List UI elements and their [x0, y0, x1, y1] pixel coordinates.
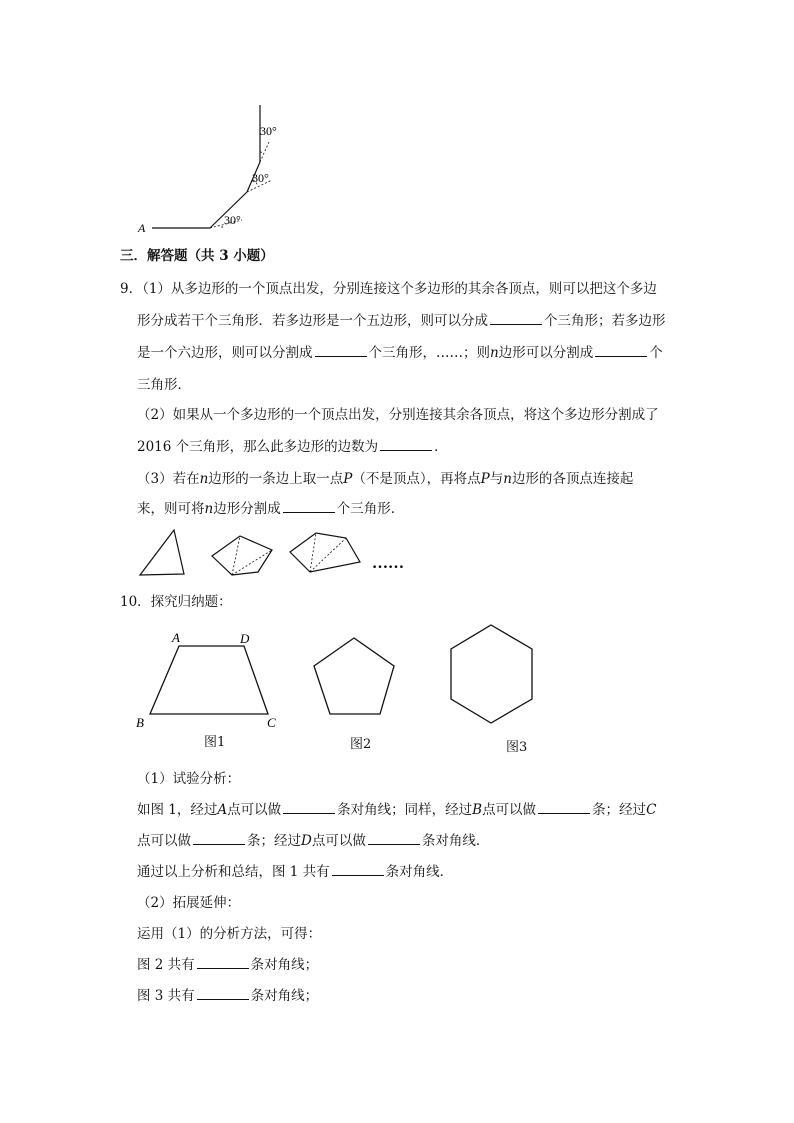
q9-part3-line-1 — [137, 470, 633, 488]
q9-text: 个 — [649, 345, 663, 361]
q10-text: 条；经过 — [247, 833, 301, 849]
q10-text: 条对角线； — [250, 957, 319, 973]
q9-part2-line-2 — [137, 438, 448, 456]
answer-blank[interactable] — [332, 863, 384, 876]
answer-blank[interactable] — [315, 344, 367, 357]
q9-text: 边形的各顶点连接起 — [511, 471, 634, 487]
q10-text: 条对角线； — [250, 988, 319, 1004]
q9-line-4: 三角形． — [137, 377, 191, 393]
var-D: D — [301, 833, 312, 849]
figure-1-trapezoid — [130, 628, 290, 748]
q10-text: 点可以做 — [227, 802, 282, 818]
answer-blank[interactable] — [490, 312, 542, 325]
var-P: P — [480, 471, 490, 487]
figure-3-caption: 图3 — [506, 740, 528, 755]
q10-title: 10．探究归纳题： — [120, 594, 232, 610]
var-n: n — [503, 471, 512, 487]
q10-part1-title: （1）试验分析： — [137, 771, 241, 787]
q9-text: 个三角形． — [336, 501, 405, 517]
q9-text: 来，则可将 — [137, 501, 205, 517]
q9-text: 边形的一条边上取一点 — [208, 471, 344, 487]
var-C: C — [646, 802, 657, 818]
q9-text: （3）若在 — [137, 471, 200, 487]
q10-part2-title: （2）拓展延伸： — [137, 895, 241, 911]
vertex-B-label: B — [136, 715, 144, 730]
q9-text: ． — [434, 439, 448, 455]
vertex-C-label: C — [267, 715, 276, 730]
figure-3-hexagon — [440, 618, 550, 738]
q9-text: 边形可以分割成 — [498, 345, 594, 361]
answer-blank[interactable] — [197, 987, 249, 1000]
answer-blank[interactable] — [368, 832, 420, 845]
answer-blank[interactable] — [193, 832, 245, 845]
q9-line-2 — [137, 312, 666, 330]
figure-2-pentagon — [305, 628, 405, 728]
q10-part1-line-2 — [137, 832, 489, 850]
q10-text: 点可以做 — [311, 833, 366, 849]
q9-text: 形分成若干个三角形．若多边形是一个五边形，则可以分成 — [137, 313, 488, 329]
angle-figure — [130, 100, 290, 235]
q9-text: 与 — [489, 471, 504, 487]
vertex-A-label: A — [172, 630, 180, 645]
q10-text: 条对角线． — [421, 833, 490, 849]
q9-text: （1）从多边形的一个顶点出发，分别连接这个多边形的其余各顶点，则可以把这个多边 — [142, 281, 657, 297]
q10-text: 条对角线． — [385, 864, 454, 880]
angle-label-2: 30° — [252, 171, 269, 185]
figure-2-caption: 图2 — [350, 737, 372, 752]
q10-part2-line-3 — [137, 987, 318, 1005]
q10-text: 条对角线；同样，经过 — [337, 802, 473, 818]
q9-part3-line-2 — [137, 500, 404, 518]
q10-text: 通过以上分析和总结，图 1 共有 — [137, 864, 330, 880]
answer-blank[interactable] — [283, 500, 335, 513]
q9-text: 2016 个三角形，那么此多边形的边数为 — [137, 439, 379, 455]
var-B: B — [472, 802, 483, 818]
q10-part1-line-1 — [137, 801, 656, 819]
q10-part2-line-2 — [137, 956, 318, 974]
q10-text: 图 3 共有 — [137, 988, 195, 1004]
ellipsis-text: …… — [372, 555, 404, 572]
q10-part1-line-3 — [137, 863, 453, 881]
var-n: n — [490, 345, 499, 361]
q9-text: 边形分割成 — [213, 501, 281, 517]
answer-blank[interactable] — [538, 801, 590, 814]
q9-text: 是一个六边形，则可以分割成 — [137, 345, 313, 361]
q9-text: 个三角形；若多边形 — [544, 313, 666, 329]
q9-part2-line-1: （2）如果从一个多边形的一个顶点出发，分别连接其余各顶点，将这个多边形分割成了 — [137, 407, 659, 423]
angle-label-3: 30° — [224, 213, 241, 227]
polygon-division-figures — [132, 528, 422, 580]
q10-text: 图 2 共有 — [137, 957, 195, 973]
q10-part2-line-1: 运用（1）的分析方法，可得： — [137, 926, 322, 942]
figure-1-caption: 图1 — [204, 735, 226, 750]
vertex-D-label: D — [240, 631, 250, 646]
answer-blank[interactable] — [380, 438, 432, 451]
var-A: A — [217, 802, 228, 818]
var-n: n — [199, 471, 209, 487]
q10-text: 点可以做 — [482, 802, 537, 818]
q10-text: 条；经过 — [592, 802, 647, 818]
answer-blank[interactable] — [283, 801, 335, 814]
q9-text: （不是顶点），再将点 — [352, 471, 481, 487]
answer-blank[interactable] — [595, 344, 647, 357]
var-P: P — [343, 471, 353, 487]
angle-label-1: 30° — [260, 124, 277, 138]
q10-text: 如图 1，经过 — [137, 802, 218, 818]
point-A-label: A — [138, 221, 146, 235]
q9-number: 9． — [120, 281, 143, 297]
q9-line-3 — [137, 344, 663, 362]
q10-text: 点可以做 — [137, 833, 191, 849]
answer-blank[interactable] — [197, 956, 249, 969]
q9-line-1 — [120, 280, 657, 298]
var-n: n — [204, 501, 214, 517]
section-title: 三．解答题（共 3 小题） — [120, 248, 274, 264]
q9-text: 个三角形，……；则 — [368, 345, 490, 361]
